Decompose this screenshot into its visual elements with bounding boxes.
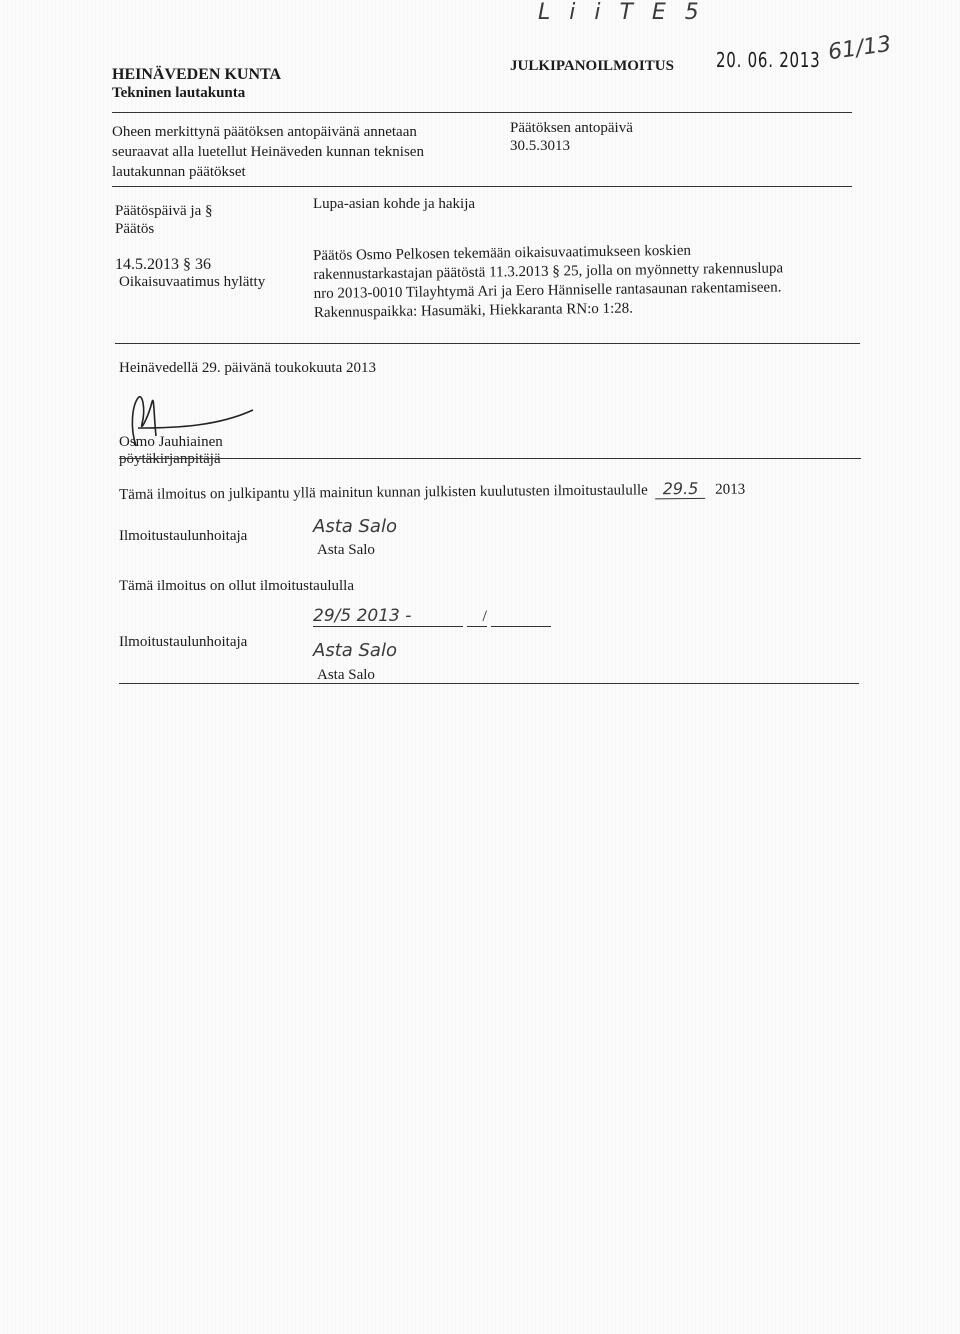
- description-line-4: Rakennuspaikka: Hasumäki, Hiekkaranta RN:o 1:28.: [313, 300, 634, 321]
- col-header-date-section: Päätöspäivä ja §: [115, 203, 213, 219]
- row-outcome: Oikaisuvaatimus hylätty: [119, 274, 266, 290]
- org-unit: Tekninen lautakunta: [112, 85, 246, 101]
- notice-posted-row: [119, 479, 745, 504]
- row-description: [313, 240, 784, 323]
- notice-posted-printed-name: Asta Salo: [317, 542, 375, 558]
- description-line-3: nro 2013-0010 Tilayhtymä Ari ja Eero Hänniselle rantasaunan rakentamiseen.: [313, 279, 782, 302]
- received-date-stamp: 20. 06. 2013: [716, 48, 821, 72]
- col-header-subject: Lupa-asian kohde ja hakija: [313, 196, 476, 212]
- signature-divider: [119, 458, 861, 459]
- signer-name: Osmo Jauhiainen: [119, 434, 223, 450]
- row-date-section: 14.5.2013 § 36: [115, 256, 211, 273]
- intro-line-2: seuraavat alla luetellut Heinäveden kunnan teknisen: [112, 144, 424, 160]
- notice-posted-text: Tämä ilmoitus on julkipantu yllä mainitun kunnan julkisten kuulutusten ilmoitustaululle: [119, 482, 648, 503]
- handwritten-attachment-label: L i i T E 5: [538, 0, 705, 25]
- header-divider: [112, 112, 852, 113]
- notice-displayed-text: Tämä ilmoitus on ollut ilmoitustaululla: [119, 578, 354, 594]
- notice-displayed-role: Ilmoitustaulunhoitaja: [119, 634, 248, 650]
- notice-displayed-printed-name: Asta Salo: [317, 667, 375, 683]
- signer-title: pöytäkirjanpitäjä: [119, 451, 221, 467]
- description-line-2: rakennustarkastajan päätöstä 11.3.2013 § 25, jolla on myönnetty rakennuslupa: [313, 260, 784, 283]
- col-header-decision: Päätös: [115, 221, 155, 237]
- intro-line-1: Oheen merkittynä päätöksen antopäivänä annetaan: [112, 124, 417, 140]
- decision-date-label: Päätöksen antopäivä: [510, 120, 633, 136]
- notice-displayed-dates-row: [313, 606, 551, 627]
- decision-date-value: 30.5.3013: [510, 138, 570, 154]
- bottom-divider: [119, 683, 859, 684]
- document-type: JULKIPANOILMOITUS: [510, 58, 674, 74]
- notice-posted-signature: Asta Salo: [313, 516, 397, 537]
- intro-divider: [112, 186, 852, 187]
- notice-posted-year: 2013: [715, 481, 746, 498]
- org-name: HEINÄVEDEN KUNTA: [112, 66, 282, 83]
- table-divider: [115, 343, 860, 344]
- intro-text: [112, 122, 424, 182]
- notice-posted-handwritten-date: 29.5: [655, 479, 705, 499]
- description-line-1: Päätös Osmo Pelkosen tekemään oikaisuvaatimukseen koskien: [313, 242, 692, 264]
- notice-posted-role: Ilmoitustaulunhoitaja: [119, 528, 248, 544]
- signature-place-date: Heinävedellä 29. päivänä toukokuuta 2013: [119, 360, 377, 376]
- notice-displayed-separator: /: [467, 608, 487, 627]
- notice-displayed-signature: Asta Salo: [313, 640, 397, 661]
- handwritten-page-number: 61/13: [826, 31, 893, 66]
- notice-displayed-blank: [491, 608, 551, 627]
- notice-displayed-handwritten-dates: 29/5 2013 -: [313, 606, 463, 627]
- intro-line-3: lautakunnan päätökset: [112, 164, 246, 180]
